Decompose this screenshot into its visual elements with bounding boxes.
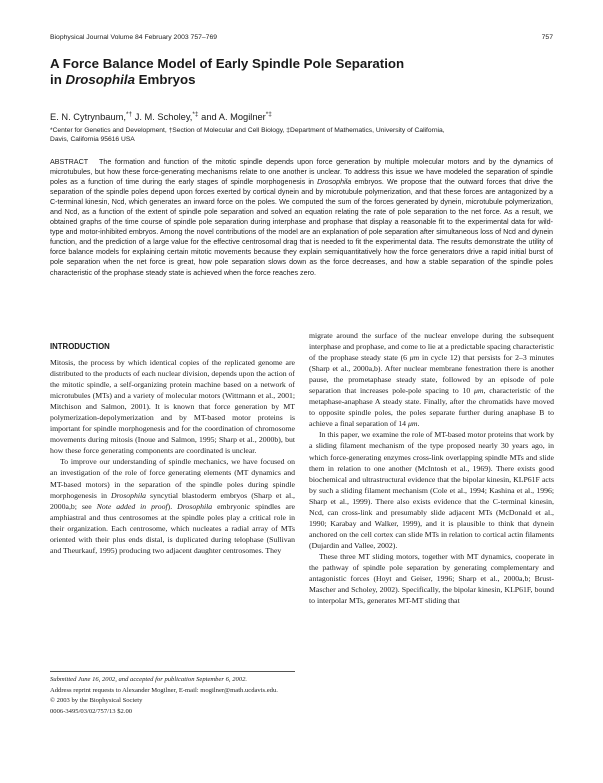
abstract: [50, 157, 553, 278]
title-line-1: A Force Balance Model of Early Spindle Pole Separation: [50, 56, 405, 71]
journal-citation: Biophysical Journal Volume 84 February 2003 757–769: [50, 34, 218, 41]
text-run: ).: [167, 501, 178, 511]
affiliation-line-1: *Center for Genetics and Development, †Section of Molecular and Cell Biology, ‡Department of Mathematics, University of California,: [50, 127, 445, 134]
unit-run: μm: [407, 419, 418, 429]
italic-run: Drosophila: [111, 490, 147, 500]
unit-run: μm: [409, 353, 420, 363]
italic-run: Note added in proof: [96, 501, 168, 511]
abstract-label: ABSTRACT: [50, 158, 89, 166]
abstract-species: Drosophila: [317, 178, 352, 187]
text-run: To improve our understanding of spindle mechanics, we have focused on an investigation of the role of force generating elements (MT dynamics and MT-based motors) in the separation of the spindle poles during spindle morphogenesis in: [50, 457, 295, 500]
article-title: [50, 56, 550, 88]
copyright: © 2003 by the Biophysical Society: [50, 697, 143, 704]
paragraph: [50, 456, 295, 555]
footnote-divider: [50, 671, 295, 672]
author-marks-3: *‡: [265, 110, 272, 118]
author-marks-1: *†: [125, 110, 133, 118]
text-run: migrate around the surface of the nuclear envelope during the subsequent interphase and prophase, and come to lie at a predictable spacing characteristic of the prophase steady state (6: [309, 331, 554, 363]
unit-run: μm: [474, 386, 484, 396]
text-run: syncytial blastoderm embryos (Sharp et al., 2000a,b; see: [50, 490, 295, 511]
section-heading-introduction: INTRODUCTION: [50, 342, 110, 351]
submission-dates: [50, 675, 295, 685]
body-column-right: [309, 330, 554, 606]
paragraph: In this paper, we examine the role of MT-based motor proteins that work by a sliding filament mechanism of the type proposed nearly 30 years ago, in which force-generating enzymes cross-link overlapping spindle MTs and slide them in relation to one another (McIntosh et al., 1969). There exists good biochemical and ultrastructural evidence that the bipolar kinesin, KLP61F acts by such a sliding filament mechanism (Cole et al., 1994; Kashina et al., 1996; Sharp et al., 1999). There also exists evidence that the C-terminal kinesin, Ncd, can cross-link and presumably slide adjacent MTs (McDonald et al., 1990; Karabay and Walker, 1999), and it is plausible to think that dynein anchored on the cell cortex can slide MTs in relation to cortical actin filaments (Dujardin and Vallee, 2002).: [309, 430, 554, 550]
page-number: 757: [541, 34, 553, 41]
reprint-requests: Address reprint requests to Alexander Mogilner, E-mail: mogilner@math.ucdavis.edu.: [50, 686, 278, 694]
text-run: .: [417, 419, 420, 429]
affiliation-line-2: Davis, California 95616 USA: [50, 136, 135, 143]
author-scholey: J. M. Scholey,: [134, 112, 193, 122]
article-code: 0006-3495/03/02/757/13 $2.00: [50, 707, 133, 715]
text-run: in cycle 12) that persists for 2–3 minutes (Sharp et al., 2000a,b). After nuclear membrane fenestration there is another pause, the prometaphase steady state, followed by an episode of pole separation that increases pole-pole spacing to 10: [309, 353, 554, 396]
body-column-left: [50, 357, 295, 556]
author-list: [50, 112, 550, 122]
running-head: [50, 34, 553, 41]
title-species: Drosophila: [65, 72, 135, 87]
text-run: , characteristic of the metaphase-anaphase A steady state. Finally, after the chromatids have moved to opposite spindle poles, the poles separate further during anaphase B to achieve a final separation of 14: [309, 386, 555, 429]
abstract-text-2: embryos. We propose that the outward forces that drive the separation of the spindle poles depend upon forces exerted by cortical dynein and by microtubule polymerization, and that these forces are antagonized by a C-terminal kinesin, Ncd, which generates an inward force on the poles. We computed the sum of the forces generated by dynein, microtubule polymerization, and Ncd, as a function of the extent of spindle pole separation and solved an equation relating the rate of pole separation to the net force. As a result, we obtained graphs of the time course of spindle pole separation during interphase and prophase that display a reasonable fit to the experimental data for wild-type and motor-inhibited embryos. Among the novel contributions of the model are an explanation of pole separation after simultaneous loss of Ncd and dynein function, and the prediction of a large value for the effective centrosomal drag that is needed to fit the experimental data. The results demonstrate the utility of force balance models for explaining certain mitotic movements because they explain semiquantitatively how the force generators drive a rapid initial burst of pole separation when the net force is great, how pole separation slows down as the force decreases, and how a stable separation of the spindle poles characteristic of the prophase steady state is achieved when the force reaches zero.: [50, 178, 554, 277]
abstract-text-1: The formation and function of the mitotic spindle depends upon force generation by multiple molecular motors and by the dynamics of microtubules, but how these force-generating mechanisms relate to one another is unclear. To address this issue we have modeled the separation of spindle poles as a function of time during the early stages of spindle morphogenesis in: [50, 158, 554, 187]
title-line-2-suffix: Embryos: [134, 72, 196, 87]
footnote: [50, 675, 295, 717]
author-cytrynbaum: E. N. Cytrynbaum,: [50, 112, 126, 122]
author-marks-2: *‡: [192, 110, 199, 118]
title-line-2-prefix: in: [50, 72, 66, 87]
submission-text: Submitted June 16, 2002, and accepted for publication September 6, 2002.: [50, 676, 248, 683]
italic-run: Drosophila: [177, 501, 213, 511]
paragraph: These three MT sliding motors, together with MT dynamics, cooperate in the pathway of spindle pole separation by generating complementary and antagonistic forces (Hoyt and Geiser, 1996; Sharp et al., 2000a,b; Brust-Mascher and Scholey, 2002). Specifically, the bipolar kinesin, KLP61F, bound to interpolar MTs, generates MT-MT sliding that: [309, 551, 554, 606]
paragraph: Mitosis, the process by which identical copies of the replicated genome are distributed to the products of each nuclear division, depends upon the action of the mitotic spindle, a self-organizing protein machine based on a network of microtubules (MTs) and a variety of molecular motors (Wittmann et al., 2001; Mitchison and Salmon, 2001). It is known that force generation by MT polymerization-depolymerization and by MT-based motor proteins is important for spindle morphogenesis and for the coordination of chromosome movements during mitosis (Inoue and Salmon, 1995; Sharp et al., 2000b), but how these force generating components are coordinated is unclear.: [50, 358, 295, 456]
author-mogilner: and A. Mogilner: [201, 112, 266, 122]
affiliations: [50, 126, 550, 144]
paragraph-continued: [309, 330, 554, 429]
text-run: embryonic spindles are amphiastral and thus centrosomes at the spindle poles play a critical role in their organization. Each centrosome, which nucleates a radial array of MTs oriented with their plus ends distal, is duplicated during telophase (Sullivan and Theurkauf, 1995) producing two adjacent daughter centrosomes. They: [50, 501, 295, 555]
